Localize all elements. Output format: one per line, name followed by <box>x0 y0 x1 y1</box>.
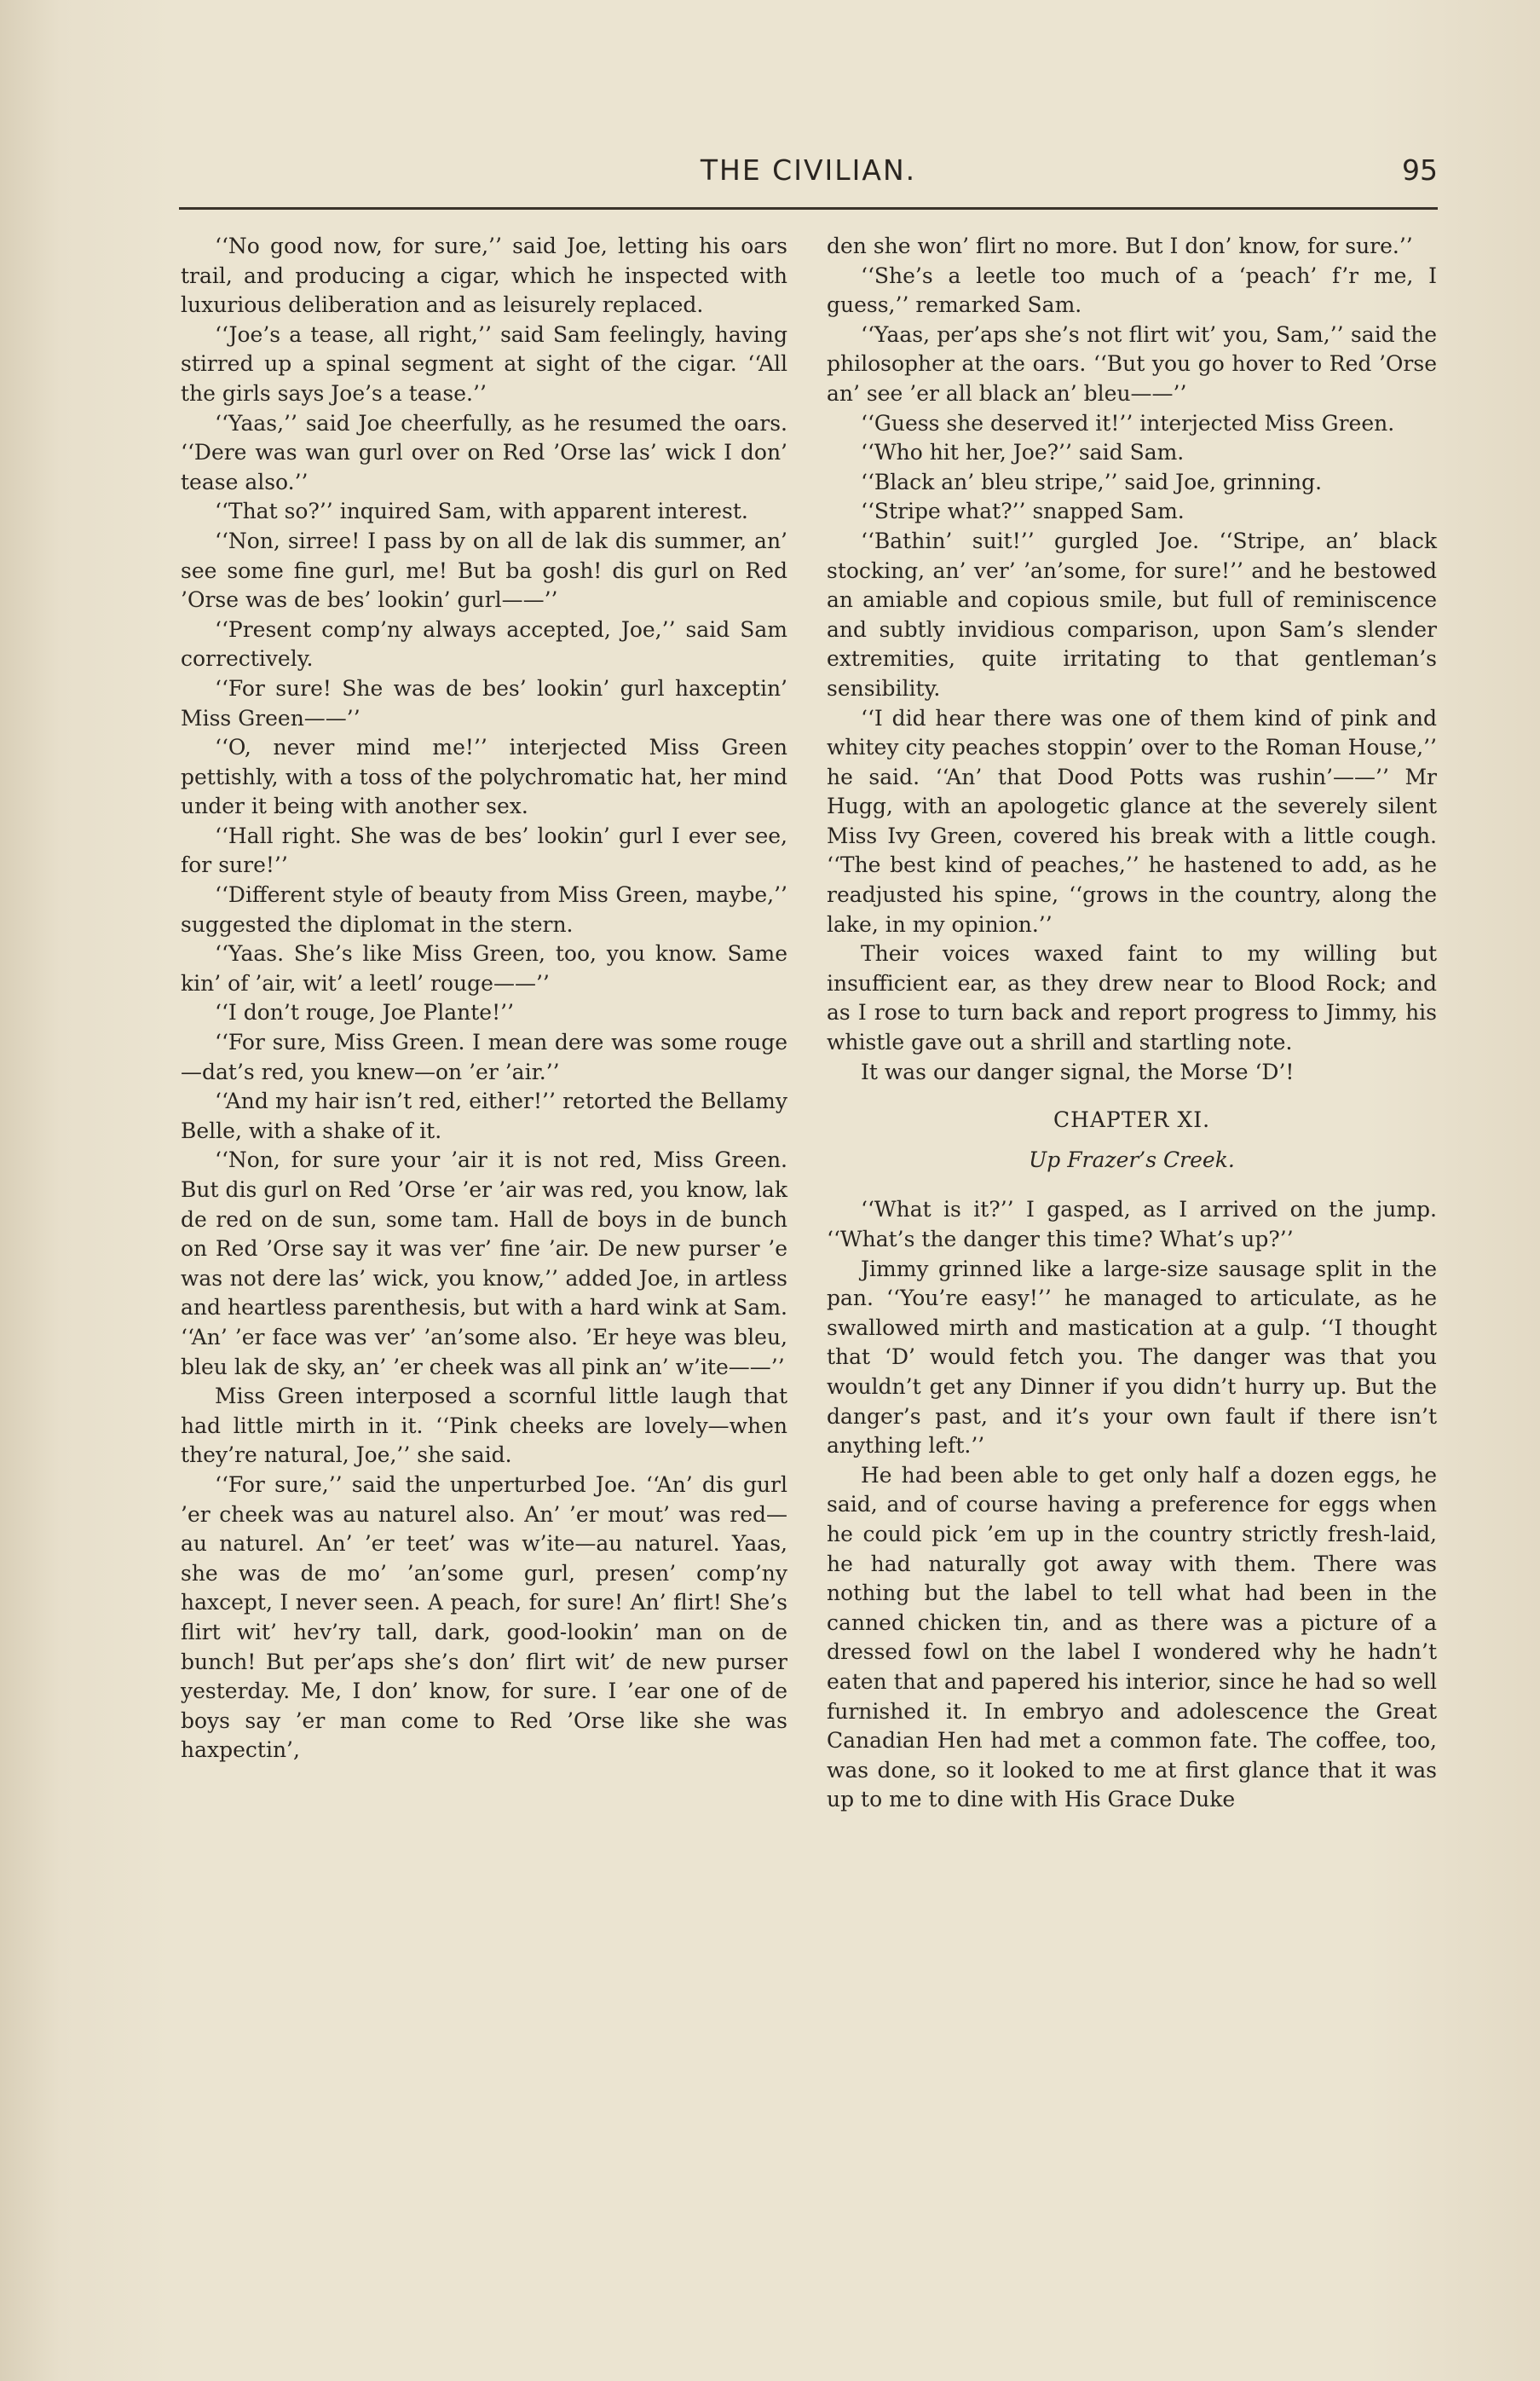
paragraph: ‘‘Black an’ bleu stripe,’’ said Joe, grinning. <box>861 469 1323 494</box>
paragraph: ‘‘She’s a leetle too much of a ‘peach’ f’r me, I guess,’’ remarked Sam. <box>827 263 1437 318</box>
paragraph: ‘‘Yaas, per’aps she’s not flirt wit’ you, Sam,’’ said the philosopher at the oars. ‘‘But you go hover to Red ’Orse an’ see ’er all black an’ bleu——’’ <box>827 321 1437 406</box>
paragraph: ‘‘I don’t rouge, Joe Plante!’’ <box>215 1000 515 1026</box>
paragraph: ‘‘Stripe what?’’ snapped Sam. <box>861 499 1185 524</box>
chapter-subtitle: Up Frazer’s Creek. <box>1029 1147 1235 1172</box>
paragraph: ‘‘For sure! She was de bes’ lookin’ gurl haxceptin’ Miss Green——’’ <box>181 675 787 731</box>
paragraph: ‘‘Who hit her, Joe?’’ said Sam. <box>861 440 1185 465</box>
paragraph: den she won’ flirt no more. But I don’ know, for sure.’’ <box>827 234 1413 258</box>
running-header <box>179 153 1438 196</box>
paragraph: ‘‘Bathin’ suit!’’ gurgled Joe. ‘‘Stripe, an’ black stocking, an’ ver’ ’an’some, for sure!’’ and he bestowed an amiable and copious smile, but full of reminiscence and subtly invidious comparison, upon Sam’s slender extremities, quite irritating to that gentleman’s sensibility. <box>827 528 1437 701</box>
paragraph: ‘‘What is it?’’ I gasped, as I arrived on the jump. ‘‘What’s the danger this time? What’s up?’’ <box>827 1197 1437 1251</box>
paragraph: ‘‘Different style of beauty from Miss Green, maybe,’’ suggested the diplomat in the stern. <box>181 882 787 937</box>
header-rule <box>179 207 1438 210</box>
paragraph: ‘‘And my hair isn’t red, either!’’ retorted the Bellamy Belle, with a shake of it. <box>181 1089 787 1143</box>
running-title: THE CIVILIAN. <box>700 153 917 187</box>
chapter-heading: CHAPTER XI. <box>1053 1107 1211 1133</box>
paragraph: ‘‘Guess she deserved it!’’ interjected Miss Green. <box>861 410 1395 436</box>
paragraph: ‘‘I did hear there was one of them kind of pink and whitey city peaches stoppin’ over to the Roman House,’’ he said. ‘‘An’ that Dood Potts was rushin’——’’ Mr Hugg, with an apologetic glance at the severely silent Miss Ivy Green, covered his break with a little cough. ‘‘The best kind of peaches,’’ he hastened to add, as he readjusted his spine, ‘‘grows in the country, along the lake, in my opinion.’’ <box>827 705 1437 937</box>
right-column <box>827 232 1437 1815</box>
paragraph: ‘‘O, never mind me!’’ interjected Miss Green pettishly, with a toss of the polychromatic hat, her mind under it being with another sex. <box>181 735 787 819</box>
paragraph: ‘‘For sure, Miss Green. I mean dere was some rouge—dat’s red, you knew—on ’er ’air.’’ <box>181 1030 787 1084</box>
paragraph: ‘‘For sure,’’ said the unperturbed Joe. ‘‘An’ dis gurl ’er cheek was au naturel also. An’ ’er mout’ was red—au naturel. An’ ’er teet’ was w’ite—au naturel. Yaas, she was de mo’ ’an’some gurl, presen’ comp’ny haxcept, I never seen. A peach, for sure! An’ flirt! She’s flirt wit’ hev’ry tall, dark, good-lookin’ man on de bunch! But per’aps she’s don’ flirt wit’ de new purser yesterday. Me, I don’ know, for sure. I ’ear one of de boys say ’er man come to Red ’Orse like she was haxpectin’, <box>181 1471 787 1763</box>
paragraph: Their voices waxed faint to my willing but insufficient ear, as they drew near to Blood Rock; and as I rose to turn back and report progress to Jimmy, his whistle gave out a shrill and startling note. <box>827 941 1437 1055</box>
paragraph: ‘‘Non, sirree! I pass by on all de lak dis summer, an’ see some fine gurl, me! But ba gosh! dis gurl on Red ’Orse was de bes’ lookin’ gurl——’’ <box>181 528 787 613</box>
paragraph: ‘‘Hall right. She was de bes’ lookin’ gurl I ever see, for sure!’’ <box>181 823 787 878</box>
paragraph: Miss Green interposed a scornful little laugh that had little mirth in it. ‘‘Pink cheeks are lovely—when they’re natural, Joe,’’ she said. <box>181 1384 787 1468</box>
paragraph: ‘‘Joe’s a tease, all right,’’ said Sam feelingly, having stirred up a spinal segment at sight of the cigar. ‘‘All the girls says Joe’s a tease.’’ <box>181 321 787 406</box>
page-number: 95 <box>1402 153 1438 187</box>
paragraph: ‘‘That so?’’ inquired Sam, with apparent interest. <box>215 499 748 524</box>
paragraph: He had been able to get only half a dozen eggs, he said, and of course having a preference for eggs when he could pick ’em up in the country strictly fresh-laid, he had naturally got away with them. There was nothing but the label to tell what had been in the canned chicken tin, and as there was a picture of a dressed fowl on the label I wondered why he hadn’t eaten that and papered his interior, since he had so well furnished it. In embryo and adolescence the Great Canadian Hen had met a common fate. The coffee, too, was done, so it looked to me at first glance that it was up to me to dine with His Grace Duke <box>827 1462 1437 1812</box>
left-column <box>181 232 787 1766</box>
paragraph: ‘‘Non, for sure your ’air it is not red, Miss Green. But dis gurl on Red ’Orse ’er ’air was red, you know, lak de red on de sun, some tam. Hall de boys in de bunch on Red ’Orse say it was ver’ fine ’air. De new purser ’e was not dere las’ wick, you know,’’ added Joe, in artless and heartless parenthesis, but with a hard wink at Sam. ‘‘An’ ’er face was ver’ ’an’some also. ’Er heye was bleu, bleu lak de sky, an’ ’er cheek was all pink an’ w’ite——’’ <box>181 1147 787 1379</box>
paragraph: ‘‘Yaas,’’ said Joe cheerfully, as he resumed the oars. ‘‘Dere was wan gurl over on Red ’Orse las’ wick I don’ tease also.’’ <box>181 410 787 494</box>
paragraph: ‘‘No good now, for sure,’’ said Joe, letting his oars trail, and producing a cigar, which he inspected with luxurious deliberation and as leisurely replaced. <box>181 234 787 318</box>
paragraph: ‘‘Yaas. She’s like Miss Green, too, you know. Same kin’ of ’air, wit’ a leetl’ rouge——’’ <box>181 941 787 996</box>
paragraph: It was our danger signal, the Morse ‘D’! <box>861 1059 1295 1084</box>
paragraph: Jimmy grinned like a large-size sausage split in the pan. ‘‘You’re easy!’’ he managed to articulate, as he swallowed mirth and mastication at a gulp. ‘‘I thought that ‘D’ would fetch you. The danger was that you wouldn’t get any Dinner if you didn’t hurry up. But the danger’s past, and it’s your own fault if there isn’t anything left.’’ <box>827 1256 1437 1459</box>
paragraph: ‘‘Present comp’ny always accepted, Joe,’’ said Sam correctively. <box>181 616 787 672</box>
